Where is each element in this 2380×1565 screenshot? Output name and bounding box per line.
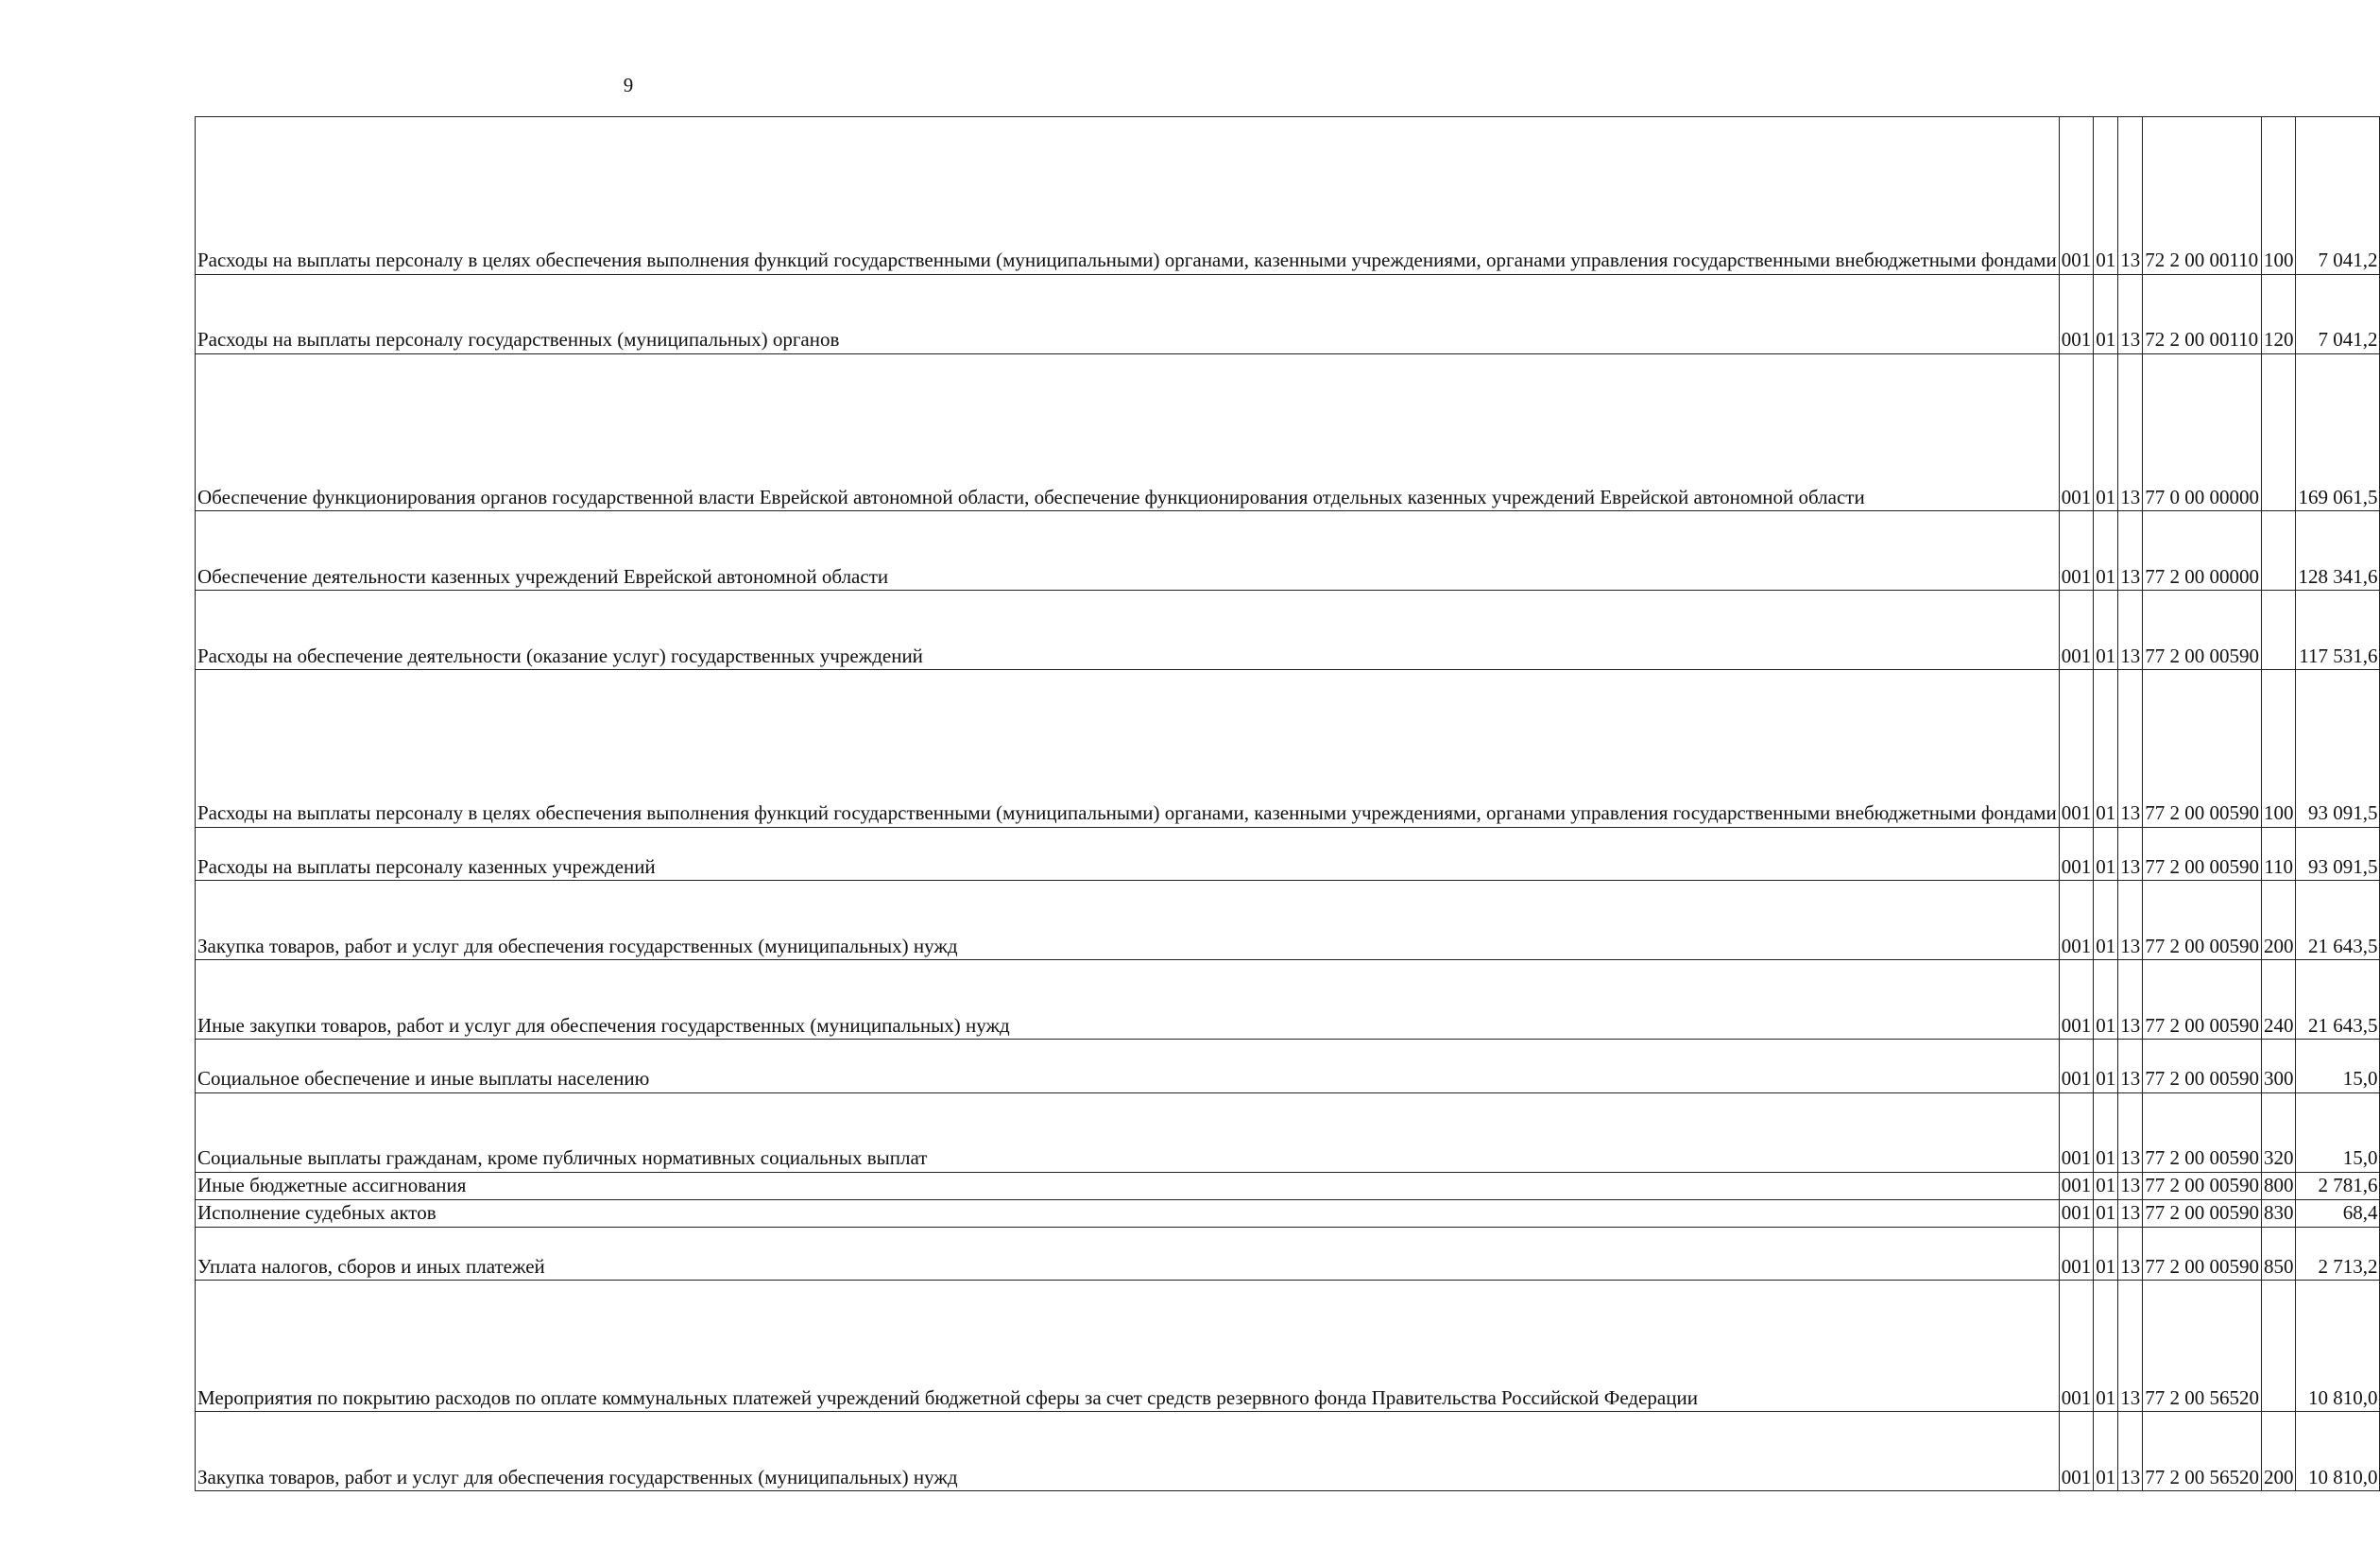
table-row [196,1092,2380,1172]
row-section-code: 01 [2094,1227,2118,1281]
row-subsection-code: 13 [2118,960,2143,1040]
row-grbs-code: 001 [2059,353,2094,511]
table-row [196,1199,2380,1227]
row-name: Исполнение судебных актов [196,1199,2060,1227]
row-amount: 7 041,2 [2296,117,2380,275]
row-name: Обеспечение функционирования органов государственной власти Еврейской автономной области, обеспечение функционирования отдельных казенных учреждений Еврейской автономной области [196,353,2060,511]
row-section-code: 01 [2094,881,2118,960]
row-amount: 93 091,5 [2296,670,2380,828]
table-row [196,511,2380,591]
row-subsection-code: 13 [2118,1092,2143,1172]
table-row [196,1172,2380,1199]
row-grbs-code: 001 [2059,1412,2094,1491]
table-row [196,591,2380,670]
row-expense-type-code: 110 [2261,827,2296,881]
row-name: Социальные выплаты гражданам, кроме публичных нормативных социальных выплат [196,1092,2060,1172]
row-subsection-code: 13 [2118,827,2143,881]
table-row [196,881,2380,960]
row-amount: 7 041,2 [2296,274,2380,353]
row-expense-type-code [2261,353,2296,511]
row-subsection-code: 13 [2118,274,2143,353]
row-target-item-code: 77 0 00 00000 [2143,353,2262,511]
row-grbs-code: 001 [2059,511,2094,591]
table-row [196,1412,2380,1491]
row-subsection-code: 13 [2118,1199,2143,1227]
table-row [196,117,2380,275]
row-subsection-code: 13 [2118,1040,2143,1093]
row-grbs-code: 001 [2059,1040,2094,1093]
row-expense-type-code [2261,511,2296,591]
row-amount: 15,0 [2296,1092,2380,1172]
row-section-code: 01 [2094,1092,2118,1172]
table-row [196,353,2380,511]
row-section-code: 01 [2094,1412,2118,1491]
row-expense-type-code: 200 [2261,1412,2296,1491]
row-section-code: 01 [2094,591,2118,670]
row-target-item-code: 77 2 00 00590 [2143,827,2262,881]
row-expense-type-code: 850 [2261,1227,2296,1281]
row-subsection-code: 13 [2118,511,2143,591]
row-expense-type-code: 320 [2261,1092,2296,1172]
row-grbs-code: 001 [2059,960,2094,1040]
row-section-code: 01 [2094,353,2118,511]
table-row [196,960,2380,1040]
row-amount: 169 061,5 [2296,353,2380,511]
row-target-item-code: 77 2 00 56520 [2143,1412,2262,1491]
budget-table [195,116,2380,1491]
row-name: Расходы на выплаты персоналу в целях обеспечения выполнения функций государственными (муниципальными) органами, казенными учреждениями, органами управления государственными внебюджетными фондами [196,670,2060,828]
row-expense-type-code: 100 [2261,117,2296,275]
row-amount: 15,0 [2296,1040,2380,1093]
row-target-item-code: 72 2 00 00110 [2143,117,2262,275]
row-target-item-code: 77 2 00 00590 [2143,881,2262,960]
row-target-item-code: 77 2 00 56520 [2143,1281,2262,1412]
row-name: Иные закупки товаров, работ и услуг для обеспечения государственных (муниципальных) нужд [196,960,2060,1040]
row-name: Обеспечение деятельности казенных учреждений Еврейской автономной области [196,511,2060,591]
row-section-code: 01 [2094,827,2118,881]
row-subsection-code: 13 [2118,881,2143,960]
row-name: Расходы на обеспечение деятельности (оказание услуг) государственных учреждений [196,591,2060,670]
row-subsection-code: 13 [2118,1172,2143,1199]
row-amount: 21 643,5 [2296,881,2380,960]
row-expense-type-code: 300 [2261,1040,2296,1093]
row-expense-type-code [2261,1281,2296,1412]
row-amount: 68,4 [2296,1199,2380,1227]
row-expense-type-code: 200 [2261,881,2296,960]
row-expense-type-code: 830 [2261,1199,2296,1227]
row-subsection-code: 13 [2118,1227,2143,1281]
row-name: Расходы на выплаты персоналу в целях обеспечения выполнения функций государственными (муниципальными) органами, казенными учреждениями, органами управления государственными внебюджетными фондами [196,117,2060,275]
row-target-item-code: 77 2 00 00000 [2143,511,2262,591]
row-amount: 128 341,6 [2296,511,2380,591]
row-target-item-code: 77 2 00 00590 [2143,670,2262,828]
table-body [196,117,2380,1491]
row-name: Закупка товаров, работ и услуг для обеспечения государственных (муниципальных) нужд [196,1412,2060,1491]
row-grbs-code: 001 [2059,1281,2094,1412]
table-row [196,827,2380,881]
row-expense-type-code: 800 [2261,1172,2296,1199]
row-subsection-code: 13 [2118,1412,2143,1491]
row-subsection-code: 13 [2118,591,2143,670]
row-target-item-code: 77 2 00 00590 [2143,960,2262,1040]
row-target-item-code: 77 2 00 00590 [2143,1227,2262,1281]
row-expense-type-code: 120 [2261,274,2296,353]
table-row [196,274,2380,353]
row-name: Закупка товаров, работ и услуг для обеспечения государственных (муниципальных) нужд [196,881,2060,960]
row-amount: 117 531,6 [2296,591,2380,670]
row-section-code: 01 [2094,117,2118,275]
row-section-code: 01 [2094,511,2118,591]
row-subsection-code: 13 [2118,1281,2143,1412]
row-name: Иные бюджетные ассигнования [196,1172,2060,1199]
table-row [196,670,2380,828]
row-section-code: 01 [2094,670,2118,828]
row-target-item-code: 77 2 00 00590 [2143,1172,2262,1199]
row-section-code: 01 [2094,274,2118,353]
row-target-item-code: 72 2 00 00110 [2143,274,2262,353]
table-row [196,1281,2380,1412]
row-amount: 21 643,5 [2296,960,2380,1040]
row-target-item-code: 77 2 00 00590 [2143,591,2262,670]
table-row [196,1040,2380,1093]
row-grbs-code: 001 [2059,1199,2094,1227]
row-section-code: 01 [2094,1281,2118,1412]
row-name: Мероприятия по покрытию расходов по оплате коммунальных платежей учреждений бюджетной сферы за счет средств резервного фонда Правительства Российской Федерации [196,1281,2060,1412]
row-grbs-code: 001 [2059,827,2094,881]
row-expense-type-code: 100 [2261,670,2296,828]
row-amount: 10 810,0 [2296,1412,2380,1491]
row-subsection-code: 13 [2118,117,2143,275]
page-number: 9 [623,74,634,96]
row-grbs-code: 001 [2059,1092,2094,1172]
row-grbs-code: 001 [2059,591,2094,670]
row-section-code: 01 [2094,1172,2118,1199]
row-amount: 2 713,2 [2296,1227,2380,1281]
row-subsection-code: 13 [2118,353,2143,511]
table-row [196,1227,2380,1281]
row-subsection-code: 13 [2118,670,2143,828]
row-grbs-code: 001 [2059,881,2094,960]
row-section-code: 01 [2094,1040,2118,1093]
row-grbs-code: 001 [2059,274,2094,353]
row-expense-type-code [2261,591,2296,670]
row-section-code: 01 [2094,960,2118,1040]
row-amount: 2 781,6 [2296,1172,2380,1199]
row-amount: 93 091,5 [2296,827,2380,881]
row-target-item-code: 77 2 00 00590 [2143,1199,2262,1227]
row-grbs-code: 001 [2059,117,2094,275]
row-section-code: 01 [2094,1199,2118,1227]
row-expense-type-code: 240 [2261,960,2296,1040]
row-name: Социальное обеспечение и иные выплаты населению [196,1040,2060,1093]
row-target-item-code: 77 2 00 00590 [2143,1092,2262,1172]
row-grbs-code: 001 [2059,1227,2094,1281]
row-name: Уплата налогов, сборов и иных платежей [196,1227,2060,1281]
row-name: Расходы на выплаты персоналу государственных (муниципальных) органов [196,274,2060,353]
row-target-item-code: 77 2 00 00590 [2143,1040,2262,1093]
row-name: Расходы на выплаты персоналу казенных учреждений [196,827,2060,881]
row-grbs-code: 001 [2059,1172,2094,1199]
row-grbs-code: 001 [2059,670,2094,828]
row-amount: 10 810,0 [2296,1281,2380,1412]
